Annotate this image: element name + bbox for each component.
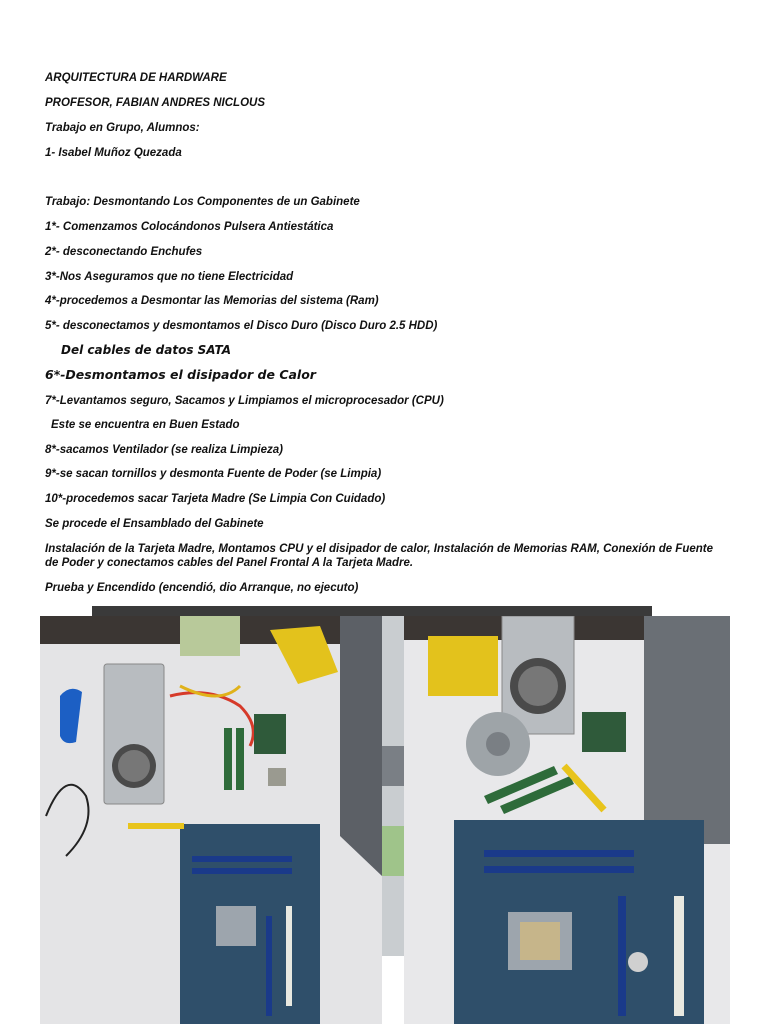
assembly-title: Se procede el Ensamblado del Gabinete <box>45 518 264 530</box>
student-line: 1- Isabel Muñoz Quezada <box>45 147 182 159</box>
step-6: 6*-Desmontamos el disipador de Calor <box>45 367 316 382</box>
professor-line: PROFESOR, FABIAN ANDRES NICLOUS <box>45 97 266 109</box>
work-title: Trabajo: Desmontando Los Componentes de un Gabinete <box>45 196 360 208</box>
step-1: 1*- Comenzamos Colocándonos Pulsera Antiestática <box>45 221 334 233</box>
photo-top-strip <box>92 606 652 616</box>
step-5-note: Del cables de datos SATA <box>61 343 231 357</box>
step-7-note: Este se encuentra en Buen Estado <box>51 419 240 431</box>
photo-divider-strip <box>382 616 404 1024</box>
step-7: 7*-Levantamos seguro, Sacamos y Limpiamos el microprocesador (CPU) <box>45 395 444 407</box>
step-5: 5*- desconectamos y desmontamos el Disco Duro (Disco Duro 2.5 HDD) <box>45 320 438 332</box>
photo-heatsink-motherboard <box>404 616 730 1024</box>
step-10: 10*-procedemos sacar Tarjeta Madre (Se Limpia Con Cuidado) <box>45 493 386 505</box>
step-2: 2*- desconectando Enchufes <box>45 246 203 258</box>
step-3: 3*-Nos Aseguramos que no tiene Electricidad <box>45 271 294 283</box>
step-4: 4*-procedemos a Desmontar las Memorias del sistema (Ram) <box>45 295 379 307</box>
assembly-text: Instalación de la Tarjeta Madre, Montamos CPU y el disipador de calor, Instalación de Memorias RAM, Conexión de Fuente de Poder y conectamos cables del Panel Frontal A la Tarjeta Madre. <box>45 543 714 569</box>
photo-collage <box>40 606 730 1024</box>
step-9: 9*-se sacan tornillos y desmonta Fuente de Poder (se Limpia) <box>45 468 382 480</box>
photo-disassembled-components <box>40 616 382 1024</box>
course-title: ARQUITECTURA DE HARDWARE <box>45 72 227 84</box>
group-line: Trabajo en Grupo, Alumnos: <box>45 122 200 134</box>
step-8: 8*-sacamos Ventilador (se realiza Limpieza) <box>45 444 283 456</box>
test-line: Prueba y Encendido (encendió, dio Arranque, no ejecuto) <box>45 582 359 594</box>
